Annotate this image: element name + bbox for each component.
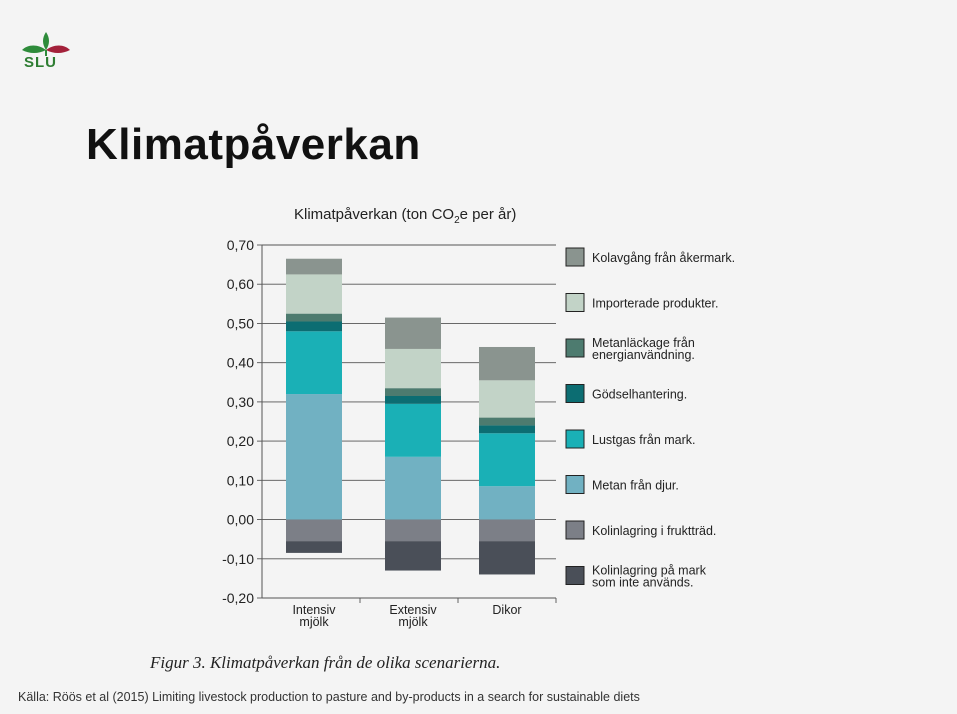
bar-segment <box>479 433 535 486</box>
legend-swatch <box>566 476 584 494</box>
x-category-label: Extensiv <box>389 603 437 617</box>
bar-segment <box>385 388 441 396</box>
legend-swatch <box>566 339 584 357</box>
y-tick-label: 0,20 <box>226 433 254 450</box>
bar-segment <box>286 321 342 331</box>
legend-label: Kolavgång från åkermark. <box>592 251 736 265</box>
y-tick-label: 0,40 <box>226 354 254 371</box>
figure-caption: Figur 3. Klimatpåverkan från de olika scenarierna. <box>150 653 501 672</box>
legend-label: energianvändning. <box>592 348 695 362</box>
bar-segment <box>385 541 441 570</box>
y-tick-label: 0,70 <box>226 237 254 253</box>
legend-swatch <box>566 567 584 585</box>
x-category-label: Intensiv <box>292 603 336 617</box>
bar-segment <box>286 274 342 313</box>
bar-segment <box>479 380 535 417</box>
bar-segment <box>286 331 342 394</box>
x-category-label: Dikor <box>492 603 522 617</box>
chart-title-subscript: 2 <box>454 215 460 226</box>
bar-segment <box>286 259 342 275</box>
bar-segment <box>479 347 535 380</box>
y-tick-label: 0,50 <box>226 315 254 332</box>
slide-title: Klimatpåverkan <box>86 120 421 169</box>
bar-segment <box>479 520 535 542</box>
bar-segment <box>385 457 441 520</box>
bar-segment <box>479 418 535 426</box>
y-tick-label: -0,10 <box>222 550 254 567</box>
y-tick-label: 0,00 <box>226 511 254 528</box>
legend-label: Lustgas från mark. <box>592 433 696 447</box>
x-category-label: mjölk <box>299 615 329 629</box>
legend-swatch <box>566 521 584 539</box>
bar-segment <box>385 520 441 542</box>
legend-label: Metanläckage från <box>592 336 695 350</box>
bar-segment <box>286 394 342 520</box>
legend-label: Gödselhantering. <box>592 387 688 402</box>
chart-title-prefix: Klimatpåverkan (ton CO <box>294 206 455 223</box>
bar-segment <box>286 314 342 322</box>
bar-segment <box>385 318 441 349</box>
bar-segment <box>385 404 441 457</box>
y-tick-label: 0,30 <box>226 393 254 410</box>
bar-segment <box>479 541 535 574</box>
source-citation: Källa: Röös et al (2015) Limiting livestock production to pasture and by-products in a search for sustainable diets <box>18 690 640 704</box>
bar-segment <box>479 425 535 433</box>
bar-segment <box>385 396 441 404</box>
bar-segment <box>479 486 535 519</box>
legend-label: Metan från djur. <box>592 478 679 493</box>
legend-swatch <box>566 430 584 448</box>
y-tick-label: 0,10 <box>226 472 254 489</box>
legend-label: Kolinlagring i fruktträd. <box>592 524 717 538</box>
legend-label: som inte används. <box>592 575 694 590</box>
logo-text: SLU <box>24 54 57 71</box>
y-tick-label: 0,60 <box>226 276 254 293</box>
x-category-label: mjölk <box>398 615 428 629</box>
legend-swatch <box>566 294 584 312</box>
legend-label: Importerade produkter. <box>592 296 719 311</box>
bar-segment <box>286 520 342 542</box>
chart-title-suffix: e per år) <box>459 206 517 223</box>
y-tick-label: -0,20 <box>222 590 254 606</box>
bar-segment <box>385 349 441 388</box>
legend-label: Kolinlagring på mark <box>592 563 706 578</box>
legend-swatch <box>566 248 584 266</box>
legend-swatch <box>566 385 584 403</box>
bar-segment <box>286 541 342 553</box>
